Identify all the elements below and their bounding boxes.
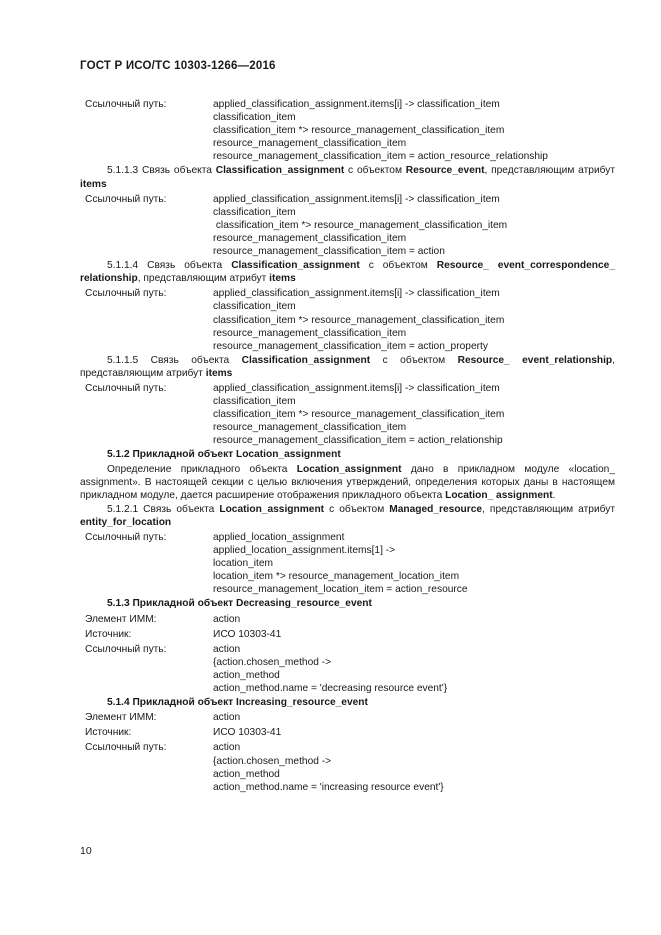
mapping-label: Ссылочный путь: <box>85 193 167 205</box>
mapping-value <box>213 382 615 447</box>
section-heading: 5.1.4 Прикладной объект Increasing_resource_event <box>107 697 368 709</box>
reference-path-line: action <box>213 742 241 754</box>
section-heading: 5.1.3 Прикладной объект Decreasing_resource_event <box>107 598 372 610</box>
reference-path-line: action <box>213 712 241 724</box>
mapping-value <box>213 287 615 352</box>
mapping-label: Ссылочный путь: <box>85 532 167 543</box>
reference-path-line: resource_management_classification_item <box>213 138 407 150</box>
reference-path-line: classification_item *> resource_management_classification_item <box>213 409 505 421</box>
entity-name: items <box>80 178 107 190</box>
reference-path-line: classification_item *> resource_management_classification_item <box>213 219 508 231</box>
reference-path-line: classification_item *> resource_management_classification_item <box>213 125 505 137</box>
mapping-row <box>80 711 615 724</box>
paragraph-text: , представляющим атрибут <box>80 354 615 379</box>
paragraph-text: 5.1.1.4 Связь объекта <box>107 260 232 272</box>
reference-path-line: action_method <box>213 768 280 780</box>
mapping-label: Элемент ИММ: <box>85 712 157 724</box>
reference-path-line: applied_classification_assignment.items[i] -> classification_item <box>213 193 500 205</box>
reference-path-line: action <box>213 643 241 655</box>
paragraph-text: с объектом <box>370 354 458 366</box>
mapping-label: Ссылочный путь: <box>85 742 167 754</box>
mapping-value <box>213 628 615 641</box>
entity-name: entity_for_location <box>80 516 172 528</box>
reference-path-line: applied_location_assignment <box>213 532 345 543</box>
paragraph <box>80 463 615 502</box>
reference-path-line: applied_location_assignment.items[1] -> <box>213 545 396 557</box>
mapping-row <box>80 613 615 626</box>
paragraph-text: . <box>552 489 556 501</box>
reference-path-line: action_method <box>213 669 280 681</box>
mapping-row <box>80 193 615 258</box>
reference-path-line: resource_management_classification_item = action_resource_relationship <box>213 151 548 163</box>
reference-path-line: resource_management_classification_item = action_relationship <box>213 435 503 447</box>
entity-name: items <box>269 273 296 285</box>
page-header: ГОСТ Р ИСО/ТС 10303-1266—2016 <box>80 60 276 72</box>
paragraph-text: 5.1.1.5 Связь объекта <box>107 354 242 366</box>
mapping-row <box>80 531 615 596</box>
paragraph-text: с объектом <box>344 165 406 177</box>
mapping-row <box>80 382 615 447</box>
mapping-label: Ссылочный путь: <box>85 288 167 300</box>
mapping-row <box>80 98 615 163</box>
mapping-label: Ссылочный путь: <box>85 99 167 110</box>
paragraph-text: с объектом <box>324 503 390 515</box>
reference-path-line: applied_classification_assignment.items[i] -> classification_item <box>213 288 500 300</box>
reference-path-line: ИСО 10303-41 <box>213 628 282 640</box>
reference-path-line: ИСО 10303-41 <box>213 727 282 739</box>
reference-path-line: location_item *> resource_management_location_item <box>213 571 460 583</box>
reference-path-line: applied_classification_assignment.items[i] -> classification_item <box>213 99 500 110</box>
mapping-label: Ссылочный путь: <box>85 643 167 655</box>
mapping-label: Ссылочный путь: <box>85 382 167 394</box>
entity-name: Classification_assignment <box>215 165 345 177</box>
reference-path-line: classification_item *> resource_management_classification_item <box>213 314 505 326</box>
entity-name: Resource_ event_correspondence_ relationship <box>80 260 616 285</box>
paragraph-text: , представляющим атрибут <box>482 503 616 515</box>
mapping-value <box>213 613 615 626</box>
mapping-label: Источник: <box>85 628 132 640</box>
entity-name: Resource_ event_relationship <box>457 354 613 366</box>
entity-name: Classification_assignment <box>241 354 371 366</box>
reference-path-line: resource_management_classification_item <box>213 232 407 244</box>
reference-path-line: resource_management_location_item = action_resource <box>213 584 468 596</box>
paragraph-text: дано в прикладном модуле «location_ assignment». В настоящей секции с целью включения утверждений, определения которых даны в настоящем прикладном модуле, дается расширение отображения прикладного объекта <box>80 463 615 501</box>
paragraph-text: 5.1.1.3 Связь объекта <box>107 165 216 177</box>
reference-path-line: action_method.name = 'decreasing resource event'} <box>213 683 448 695</box>
paragraph-text: с объектом <box>359 260 437 272</box>
mapping-value <box>213 726 615 739</box>
reference-path-line: applied_classification_assignment.items[i] -> classification_item <box>213 382 500 394</box>
mapping-label: Элемент ИММ: <box>85 613 157 625</box>
mapping-value <box>213 531 615 596</box>
mapping-row <box>80 643 615 695</box>
paragraph <box>80 354 615 380</box>
paragraph <box>80 503 615 529</box>
reference-path-line: location_item <box>213 558 274 570</box>
page-number: 10 <box>80 845 92 857</box>
reference-path-line: resource_management_classification_item = action <box>213 246 445 258</box>
entity-name: Classification_assignment <box>231 260 360 272</box>
entity-name: Location_assignment <box>296 463 402 475</box>
reference-path-line: {action.chosen_method -> <box>213 656 332 668</box>
entity-name: Managed_resource <box>389 503 483 515</box>
mapping-row <box>80 726 615 739</box>
document-body <box>80 96 615 794</box>
reference-path-line: resource_management_classification_item <box>213 422 407 434</box>
reference-path-line: {action.chosen_method -> <box>213 755 332 767</box>
mapping-value <box>213 711 615 724</box>
mapping-value <box>213 741 615 793</box>
paragraph <box>80 164 615 190</box>
reference-path-line: resource_management_classification_item <box>213 327 407 339</box>
mapping-value <box>213 643 615 695</box>
reference-path-line: classification_item <box>213 301 296 313</box>
mapping-row <box>80 628 615 641</box>
entity-name: Location_assignment <box>219 503 325 515</box>
paragraph <box>80 259 615 285</box>
paragraph-text: , представляющим атрибут <box>484 165 616 177</box>
paragraph-text: , представляющим атрибут <box>137 273 270 285</box>
mapping-row <box>80 287 615 352</box>
reference-path-line: classification_item <box>213 206 296 218</box>
mapping-label: Источник: <box>85 727 132 739</box>
entity-name: Location_ assignment <box>445 489 553 501</box>
entity-name: items <box>205 367 233 379</box>
mapping-value <box>213 98 615 163</box>
reference-path-line: classification_item <box>213 396 296 408</box>
section-heading: 5.1.2 Прикладной объект Location_assignment <box>107 449 341 461</box>
mapping-row <box>80 741 615 793</box>
reference-path-line: resource_management_classification_item = action_property <box>213 340 488 352</box>
paragraph-text: 5.1.2.1 Связь объекта <box>107 503 220 515</box>
mapping-value <box>213 193 615 258</box>
reference-path-line: action <box>213 613 241 625</box>
reference-path-line: classification_item <box>213 112 296 124</box>
reference-path-line: action_method.name = 'increasing resource event'} <box>213 781 444 793</box>
entity-name: Resource_event <box>405 165 485 177</box>
paragraph-text: Определение прикладного объекта <box>107 463 297 475</box>
